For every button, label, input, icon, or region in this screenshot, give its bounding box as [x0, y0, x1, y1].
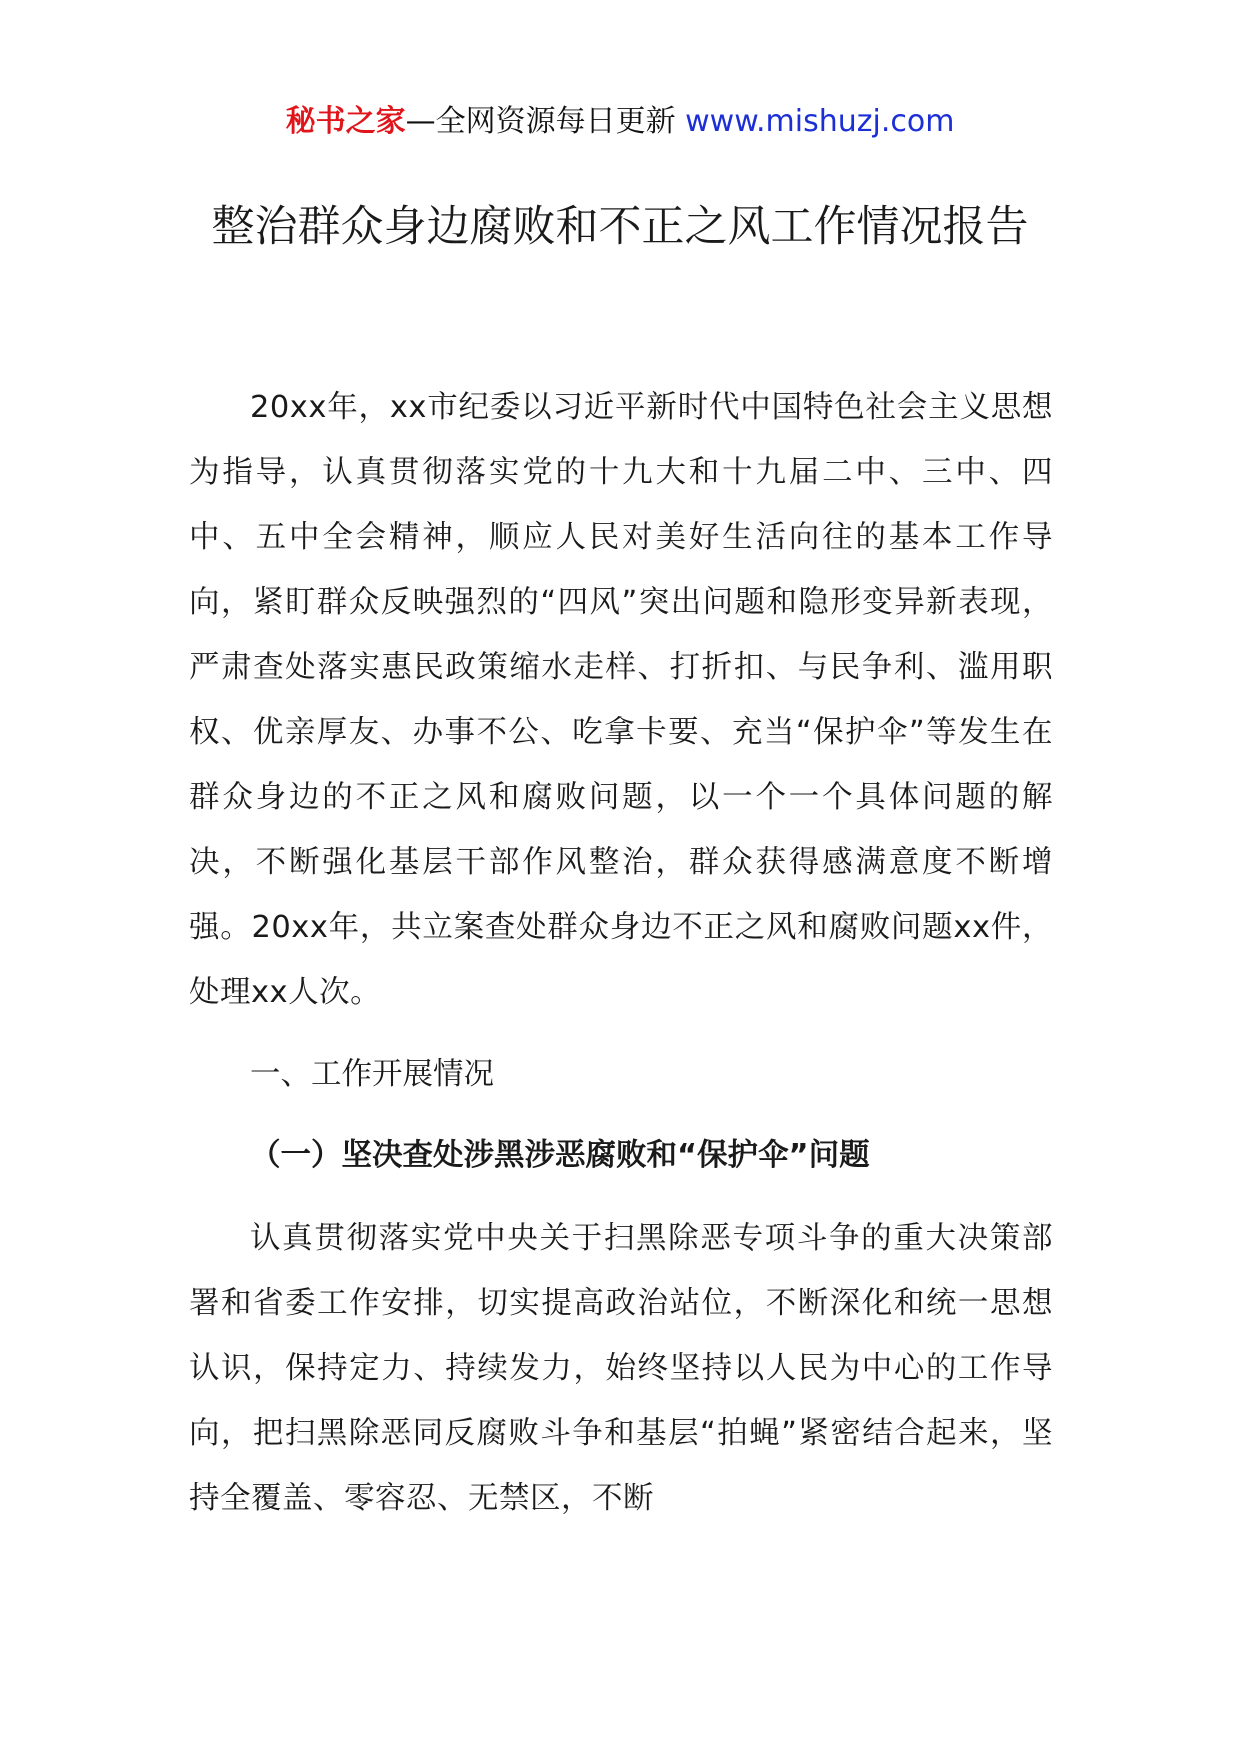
- body-paragraph-intro: 20xx年，xx市纪委以习近平新时代中国特色社会主义思想为指导，认真贯彻落实党的十九大和十九届二中、三中、四中、五中全会精神，顺应人民对美好生活向往的基本工作导向，紧盯群众反映强烈的“四风”突出问题和隐形变异新表现，严肃查处落实惠民政策缩水走样、打折扣、与民争利、滥用职权、优亲厚友、办事不公、吃拿卡要、充当“保护伞”等发生在群众身边的不正之风和腐败问题，以一个一个具体问题的解决，不断强化基层干部作风整治，群众获得感满意度不断增强。20xx年，共立案查处群众身边不正之风和腐败问题xx件，处理xx人次。: [189, 390, 1053, 1010]
- document-title: 整治群众身边腐败和不正之风工作情况报告: [211, 202, 1029, 252]
- section-heading: 一、工作开展情况: [250, 1057, 494, 1092]
- site-header: [0, 100, 1240, 144]
- site-url-link[interactable]: www.mishuzj.com: [685, 104, 955, 139]
- brand-name: 秘书之家: [285, 104, 406, 139]
- header-slogan: —全网资源每日更新: [405, 104, 676, 139]
- subsection-heading: （一）坚决查处涉黑涉恶腐败和“保护伞”问题: [250, 1138, 870, 1173]
- body-paragraph-section-1: 认真贯彻落实党中央关于扫黑除恶专项斗争的重大决策部署和省委工作安排，切实提高政治站位，不断深化和统一思想认识，保持定力、持续发力，始终坚持以人民为中心的工作导向，把扫黑除恶同反腐败斗争和基层“拍蝇”紧密结合起来，坚持全覆盖、零容忍、无禁区，不断: [189, 1221, 1053, 1516]
